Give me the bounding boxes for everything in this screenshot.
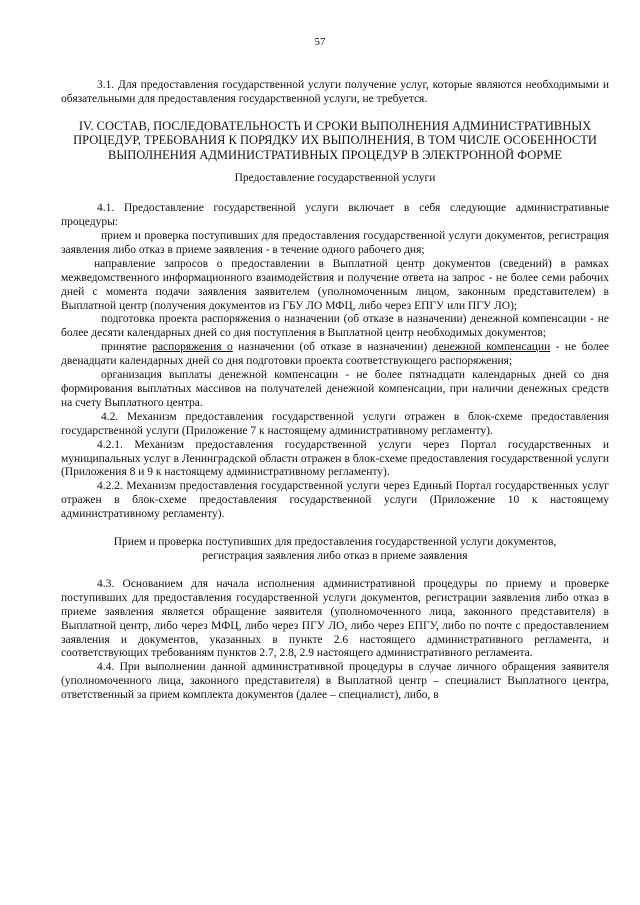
paragraph-4-2-2: 4.2.2. Механизм предоставления государственной услуги через Единый Портал государственных услуг отражен в блок-схеме предоставления государственной услуги (Приложение 10 к настоящему административному регламенту). [61,480,609,521]
page-number: 57 [314,36,326,48]
document-body [61,79,609,703]
paragraph-4-3: 4.3. Основанием для начала исполнения административной процедуры по приему и проверке поступивших для предоставления государственной услуги документов, регистрации заявления либо отказ в приеме заявления является обращение заявителя (уполномоченного лица, законного представителя) в Выплатной центр, либо через МФЦ, либо через ПГУ ЛО, либо через ЕПГУ, либо по почте с предоставлением заявления и документов, указанных в пункте 2.6 настоящего административного регламента, и соответствующих требованиям пунктов 2.7, 2.8, 2.9 настоящего административного регламента. [61,577,609,660]
section-4-title: IV. СОСТАВ, ПОСЛЕДОВАТЕЛЬНОСТЬ И СРОКИ ВЫПОЛНЕНИЯ АДМИНИСТРАТИВНЫХ ПРОЦЕДУР, ТРЕБОВАНИЯ К ПОРЯДКУ ИХ ВЫПОЛНЕНИЯ, В ТОМ ЧИСЛЕ ОСОБЕННОСТИ ВЫПОЛНЕНИЯ АДМИНИСТРАТИВНЫХ ПРОЦЕДУР В ЭЛЕКТРОННОЙ ФОРМЕ [73,118,597,162]
subsection-title-service-provision: Предоставление государственной услуги [234,172,436,185]
underlined-compensation-text: денежной компенсации [432,341,551,354]
subsection-title-reception-line2: регистрация заявления либо отказ в приеме заявления [202,549,468,562]
list-item-draft-order: подготовка проекта распоряжения о назначении (об отказе в назначении) денежной компенсации - не более десяти календарных дней со дня поступления в Выплатной центр необходимых документов; [61,313,609,340]
list-item-adoption-text-a: принятие [101,341,153,354]
list-item-reception: прием и проверка поступивших для предоставления государственной услуги документов, регистрация заявления либо отказ в приеме заявления - в течение одного рабочего дня; [61,230,609,256]
list-item-payment: организация выплаты денежной компенсации - не более пятнадцати календарных дней со дня формирования выплатных массивов на получателей денежной компенсации, при наличии денежных средств на счету Выплатного центра. [61,369,609,409]
paragraph-4-1: 4.1. Предоставление государственной услуги включает в себя следующие административные процедуры: [61,202,609,229]
paragraph-3-1: 3.1. Для предоставления государственной услуги получение услуг, которые являются необходимыми и обязательными для предоставления государственной услуги, не требуется. [61,79,609,105]
paragraph-4-4: 4.4. При выполнении данной административной процедуры в случае личного обращения заявителя (уполномоченного лица, законного представителя) в Выплатной центр – специалист Выплатного центра, ответственный за прием комплекта документов (далее – специалист), либо, в [61,661,609,702]
paragraph-4-2-1: 4.2.1. Механизм предоставления государственной услуги через Портал государственных и муниципальных услуг в Ленинградской области отражен в блок-схеме предоставления государственной услуги (Приложения 8 и 9 к настоящему административному регламенту). [61,438,609,479]
underlined-order-text: распоряжения о [152,341,233,354]
list-item-adoption [61,341,609,369]
list-item-adoption-text-c: назначении (об отказе в назначении) [232,341,433,354]
list-item-adoption-text-e: - не более двенадцати календарных дней со дня подготовки проекта соответствующего распоряжения; [61,341,609,368]
list-item-requests: направление запросов о предоставлении в Выплатной центр документов (сведений) в рамках межведомственного информационного взаимодействия и получение ответа на запрос - не более семи рабочих дней с момента подачи заявления заявителем (уполномоченным лицом, законным представителем) в Выплатной центр (получения документов из ГБУ ЛО МФЦ, либо через ЕПГУ или ПГУ ЛО); [61,257,609,312]
paragraph-4-2: 4.2. Механизм предоставления государственной услуги отражен в блок-схеме предоставления государственной услуги (Приложение 7 к настоящему административному регламенту). [61,410,609,437]
subsection-title-reception-line1: Прием и проверка поступивших для предоставления государственной услуги документов, [113,536,557,549]
subsection-title-reception [61,536,609,564]
